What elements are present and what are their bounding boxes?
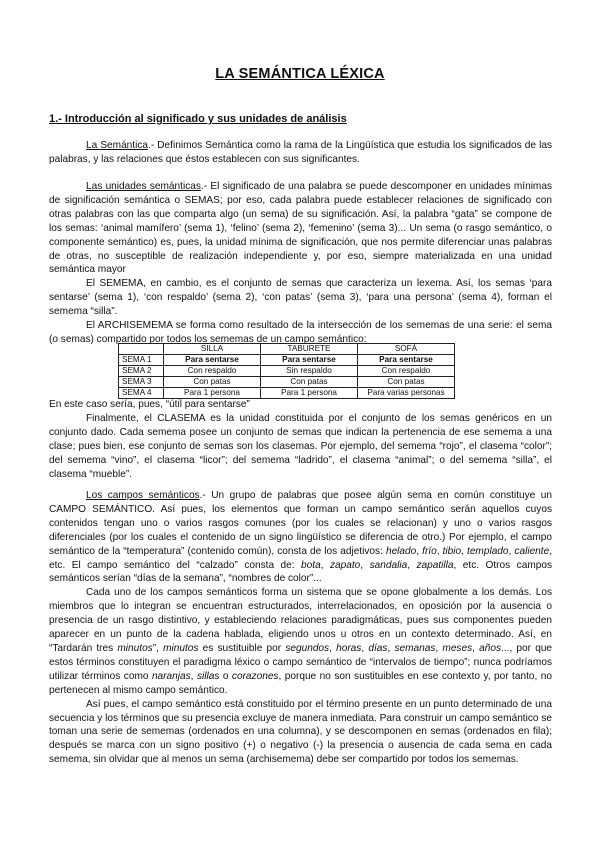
paragraph-sistema: Cada uno de los campos semánticos forma un sistema que se opone globalmente a los demás. Los miembros que lo integran se encuentran estructurados, interrelacionados, en oposición por la ausencia o presencia de un rasgo distintivo, y estableciendo relaciones paradigmáticas, pues sus componentes pueden aparecer en un punto de la cadena hablada, eligiendo unos u otros en un contexto determinado. Así, en “Tardarán tres minutos”, minutos es sustituible por segundos, horas, días, semanas, meses, años..., por que estos términos constituyen el paradigma léxico o campo semántico de “intervalos de tiempo”; nunca podríamos utilizar términos como naranjas, sillas o corazones, porque no son sustituibles en ese contexto y, por tanto, no pertenecen al mismo campo semántico. — [49, 587, 553, 696]
table-cell: Con patas — [261, 377, 358, 388]
table-row — [119, 355, 455, 366]
paragraph-construccion: Así pues, el campo semántico está constituido por el término presente en un punto determinado de una secuencia y los términos que su presencia excluye de manera inmediata. Para construir un campo semántico se toman una serie de sememas (ordenados en una columna), y se descomponen en semas (ordenados en fila); después se marca con un signo positivo (+) o negativo (-) la presencia o ausencia de cada sema en cada semema, sin olvidar que al menos un sema (archisemema) debe ser compartido por todos los sememas. — [49, 698, 552, 766]
example-word: tibio — [442, 545, 462, 557]
example-word: zapatilla — [416, 559, 454, 571]
term-campos: Los campos semánticos — [86, 490, 200, 501]
paragraph-text: , etc. El campo semántico del “calzado” consta de: — [49, 545, 553, 571]
paragraph-text: , porque no son sustituibles en ese contexto y, por tanto, no pertenecen al mismo campo semántico. — [49, 670, 552, 696]
example-word: segundos — [285, 642, 330, 654]
term-unidades: Las unidades semánticas — [86, 181, 201, 192]
table-cell: Sin respaldo — [261, 366, 358, 377]
example-word: caliente — [514, 545, 550, 557]
table-conclusion: En este caso sería, pues, “útil para sentarse” — [49, 399, 250, 410]
example-word: minutos — [163, 642, 199, 654]
table-cell: Para varias personas — [358, 388, 455, 399]
row-label: SEMA 4 — [119, 388, 164, 399]
example-word: días — [368, 642, 388, 654]
example-word: corazones — [231, 670, 279, 682]
table-cell: Con respaldo — [358, 366, 455, 377]
table-cell: Con patas — [164, 377, 261, 388]
paragraph-text: .- El significado de una palabra se puede descomponer en unidades mínimas de significación semántica o SEMAS; por eso, cada palabra puede establecer relaciones de significado con otras palabras con las que comparta algo (un sema) de su significación. Así, la palabra “gata” se compone de los semas: ‘animal mamífero’ (sema 1), ‘felino’ (sema 2), ‘femenino’ (sema 3)... Un sema (o rasgo semántico, o componente semántico) es, pues, la unidad mínima de significación, que nos permite diferenciar unas palabras de otras, no susceptible de realización independiente y, por eso, siempre materializada en una unidad semántica mayor — [49, 181, 553, 276]
row-label: SEMA 2 — [119, 366, 164, 377]
table-header-row — [119, 344, 455, 355]
row-label: SEMA 1 — [119, 355, 164, 366]
table-cell: Para sentarse — [358, 355, 455, 366]
paragraph-text: .- Definimos Semántica como la rama de la Lingüística que estudia los significados de las palabras, y las relaciones que éstos establecen con sus significantes. — [49, 140, 552, 165]
paragraph-semema: El SEMEMA, en cambio, es el conjunto de semas que caracteriza un lexema. Así, los semas ‘para sentarse’ (sema 1), ‘con respaldo’ (sema 2), ‘con patas’ (sema 3), ‘para una persona’ (sema 4), forman el semema “silla”. — [49, 278, 552, 318]
example-word: meses — [442, 642, 473, 654]
paragraph-archisemema: El ARCHISEMEMA se forma como resultado de la intersección de los sememas de una serie: el sema (o semas) compartido por todos los sememas de un campo semántico: — [49, 320, 552, 345]
example-word: minutos — [117, 642, 153, 654]
paragraph-text: , etc. Otros campos semánticos serían “días de la semana”, “nombres de color”... — [49, 559, 553, 585]
table-cell: Con respaldo — [164, 366, 261, 377]
table-header: SILLA — [164, 344, 261, 355]
paragraph-campos: Los campos semánticos.- Un grupo de palabras que posee algún sema en común constituye un CAMPO SEMÁNTICO. Así pues, los elementos que forman un campo semántico serán aquellos cuyos contenidos tengan uno o varios rasgos comunes (por los cuales se relacionan) y uno o varios rasgos diferenciales (por los cuales el contenido de un signo lingüístico se diferencia de otro.) Por ejemplo, el campo semántico de la “temperatura” (contenido común), consta de los adjetivos: helado, frío, tibio, templado, caliente, etc. El campo semántico del “calzado” consta de: bota, zapato, sandalia, zapatilla, etc. Otros campos semánticos serían “días de la semana”, “nombres de color”... Cada uno de los campos semánticos forma un sistema que se opone globalmente a los demás. Los miembros que lo integran se encuentran estructurados, interrelacionados, en oposición por la ausencia o presencia de un rasgo distintivo, y estableciendo relaciones paradigmáticas, pues sus componentes pueden aparecer en un punto de la cadena hablada, eligiendo unos u otros en un contexto determinado. Así, en “Tardarán tres minutos”, minutos es sustituible por segundos, horas, días, semanas, meses, años..., por que estos términos constituyen el paradigma léxico o campo semántico de “intervalos de tiempo”; nunca podríamos utilizar términos como naranjas, sillas o corazones, porque no son sustituibles en ese contexto y, por tanto, no pertenecen al mismo campo semántico. Así pues, el campo semántico está constituido por el término presente en un punto determinado de una secuencia y los términos que su presencia excluye de manera inmediata. Para construir un campo semántico se toman una serie de sememas (ordenados en una columna), y se descomponen en semas (ordenados en fila); después se marca con un signo positivo (+) o negativo (-) la presencia o ausencia de cada sema en cada semema, sin olvidar que al menos un sema (archisemema) debe ser compartido por todos los sememas. — [49, 490, 553, 766]
paragraph-text: ..., por que estos términos constituyen el paradigma léxico o campo semántico de “intervalos de tiempo”; nunca podríamos utilizar términos como — [49, 642, 553, 682]
semas-table — [118, 343, 455, 399]
table-header: SOFÁ — [358, 344, 455, 355]
term-semantica: La Semántica — [86, 140, 149, 151]
table-row — [119, 366, 455, 377]
table-cell: Para sentarse — [164, 355, 261, 366]
example-word: sandalia — [369, 559, 408, 571]
paragraph-text: ”, — [152, 642, 164, 654]
example-word: templado — [467, 545, 509, 557]
paragraph-clasema: Finalmente, el CLASEMA es la unidad constituida por el conjunto de los semas genéricos en un conjunto dado. Cada semema posee un conjunto de semas que indican la pertenencia de ese semema a una clase; pues bien, ese conjunto de semas son los clasemas. Por ejemplo, del semema “rojo”, el clasema “color”; del semema “vino”, el clasema “licor”; del semema “ladrido”, el clasema “animal”; o del semema “silla”, el clasema “mueble”. — [49, 412, 552, 480]
table-row — [119, 377, 455, 388]
table-cell: Para 1 persona — [164, 388, 261, 399]
table-cell: Para sentarse — [261, 355, 358, 366]
example-word: años — [479, 642, 502, 654]
row-label: SEMA 3 — [119, 377, 164, 388]
example-word: semanas — [394, 642, 436, 654]
table-corner-cell — [119, 344, 164, 355]
table-cell: Con patas — [358, 377, 455, 388]
paragraph-semantica — [49, 139, 552, 167]
example-word: sillas — [196, 670, 220, 682]
example-word: horas — [336, 642, 362, 654]
page-title: LA SEMÁNTICA LÉXICA — [215, 66, 385, 82]
paragraph-text: .- Un grupo de palabras que posee algún sema en común constituye un CAMPO SEMÁNTICO. Así pues, los elementos que forman un campo semántico serán aquellos cuyos contenidos tengan uno o varios rasgos comunes (por los cuales se relacionan) y uno o varios rasgos diferenciales (por los cuales el contenido de un signo lingüístico se diferencia de otro.) Por ejemplo, el campo semántico de la “temperatura” (contenido común), consta de los adjetivos: — [49, 490, 552, 557]
table-row — [119, 388, 455, 399]
paragraph-unidades — [49, 180, 552, 347]
example-word: naranjas — [151, 670, 191, 682]
example-word: zapato — [329, 559, 361, 571]
paragraph-text: es sustituible por — [198, 642, 286, 654]
paragraph-clasema-block — [49, 398, 552, 481]
example-word: bota — [301, 559, 321, 571]
example-word: helado — [385, 545, 417, 557]
table-cell: Para 1 persona — [261, 388, 358, 399]
table-header: TABURETE — [261, 344, 358, 355]
section-heading: 1.- Introducción al significado y sus unidades de análisis — [49, 113, 347, 125]
example-word: frío — [422, 545, 437, 557]
paragraph-text: Cada uno de los campos semánticos forma un sistema que se opone globalmente a los demás. Los miembros que lo integran se encuentran estructurados, interrelacionados, en oposición por la ausencia o presencia de un rasgo distintivo, y estableciendo relaciones paradigmáticas, pues sus componentes pueden aparecer en un punto de la cadena hablada, eligiendo unos u otros en un contexto determinado. Así, en “Tardarán tres — [49, 587, 552, 654]
